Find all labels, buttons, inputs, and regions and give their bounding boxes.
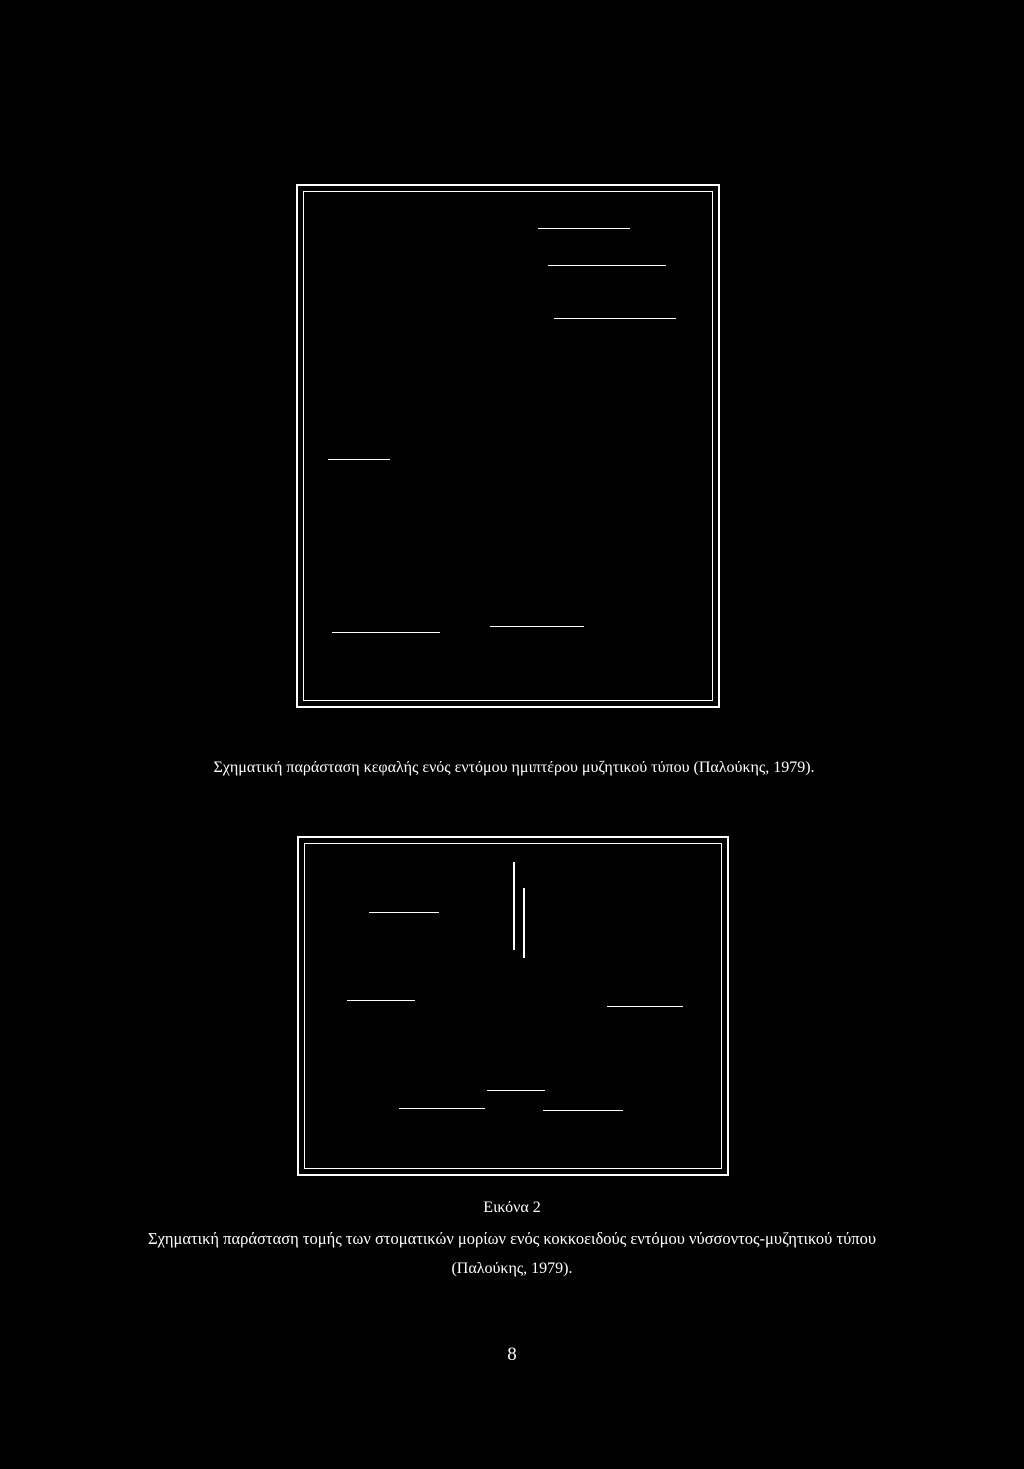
figure-2-leader-line (347, 1000, 415, 1001)
figure-1-leader-line (548, 265, 666, 266)
figure-2-vertical-line (513, 862, 515, 950)
figure-1-leader-line (328, 459, 390, 460)
figure-2-leader-line (369, 912, 439, 913)
figure-1-leader-line (332, 632, 440, 633)
figure-1-frame (296, 184, 720, 708)
figure-1-inner-frame (303, 191, 713, 701)
figure-1-leader-line (538, 228, 630, 229)
figure-2-leader-line (543, 1110, 623, 1111)
figure-1-leader-line (554, 318, 676, 319)
figure-2-label: Εικόνα 2 (483, 1199, 541, 1216)
figure-2-leader-line (399, 1108, 485, 1109)
figure-2-frame (297, 836, 729, 1176)
figure-2-leader-line (487, 1090, 545, 1091)
figure-1-caption: Σχηματική παράσταση κεφαλής ενός εντόμου ημιπτέρου μυζητικού τύπου (Παλούκης, 1979). (213, 759, 815, 776)
figure-2-leader-line (607, 1006, 683, 1007)
figure-2-caption-line-1: Σχηματική παράσταση τομής των στοματικών μορίων ενός κοκκοειδούς εντόμου νύσσοντος-μυζητικού τύπου (148, 1229, 876, 1248)
figure-2-caption-line-2: (Παλούκης, 1979). (451, 1260, 573, 1277)
figure-2-vertical-line (523, 888, 525, 958)
page-number: 8 (507, 1344, 517, 1365)
figure-1-leader-line (490, 626, 584, 627)
